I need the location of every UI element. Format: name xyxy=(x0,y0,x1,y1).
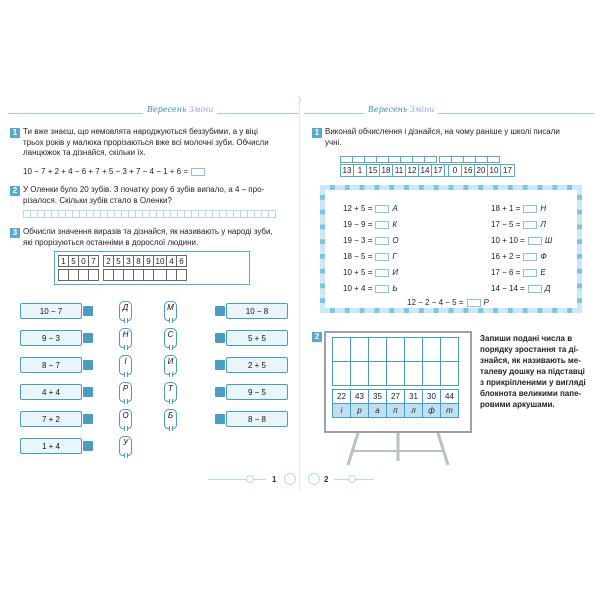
answer-box[interactable] xyxy=(375,269,389,277)
expression: 19 − 9 = К xyxy=(343,220,398,229)
decor-bubble xyxy=(348,475,356,483)
expression: 10 + 5 = И xyxy=(343,268,399,277)
letter-cell: ф xyxy=(422,403,441,418)
answer-box[interactable] xyxy=(528,237,542,245)
page-number: 1 xyxy=(272,475,277,484)
code-cell: 12 xyxy=(406,165,419,176)
code-cell: 5 xyxy=(113,255,124,267)
answer-row[interactable] xyxy=(23,210,275,218)
tube-cap-icon xyxy=(83,414,93,424)
code-cell: 7 xyxy=(88,255,99,267)
answer-cell[interactable] xyxy=(386,337,405,362)
code-cell: 6 xyxy=(176,255,187,267)
toothpaste-tube: 7 + 2 xyxy=(20,409,94,429)
answer-box[interactable] xyxy=(375,253,389,261)
answer-cell[interactable] xyxy=(404,361,423,386)
tube-cap-icon xyxy=(215,414,225,424)
header-title: Вересень Зміни xyxy=(143,105,217,114)
tube-cap-icon xyxy=(215,360,225,370)
letter-cell: а xyxy=(368,403,387,418)
expression: 18 − 5 = Г xyxy=(343,252,397,261)
decor-bubble xyxy=(308,473,320,485)
expression: 19 − 3 = О xyxy=(343,236,399,245)
code-table xyxy=(340,164,515,177)
toothpaste-tube: 10 − 8 xyxy=(214,301,288,321)
answer-cell[interactable] xyxy=(350,361,369,386)
answer-box[interactable] xyxy=(375,285,389,293)
expression: 17 − 6 = Е xyxy=(491,268,546,277)
letter-cell: і xyxy=(332,403,351,418)
task-text: Виконай обчислення і дізнайся, на чому раніше у школі писали учні. xyxy=(325,127,560,147)
tube-cap-icon xyxy=(215,387,225,397)
tooth-icon: Д xyxy=(119,301,132,321)
code-cell: 0 xyxy=(449,165,462,176)
page-divider xyxy=(299,100,300,490)
number-cell: 22 xyxy=(332,389,351,404)
page-number: 2 xyxy=(324,475,329,484)
code-cell: 14 xyxy=(419,165,432,176)
number-cell: 27 xyxy=(386,389,405,404)
answer-box[interactable] xyxy=(528,285,542,293)
toothpaste-tube: 5 + 5 xyxy=(214,328,288,348)
code-cell: 17 xyxy=(432,165,445,176)
code-cell: 3 xyxy=(123,255,134,267)
answer-box[interactable] xyxy=(523,253,537,261)
toothpaste-tube: 4 + 4 xyxy=(20,382,94,402)
answer-cell[interactable] xyxy=(368,337,387,362)
tooth-icon: Б xyxy=(164,409,177,429)
code-cell: 5 xyxy=(68,255,79,267)
expression: 18 + 1 = Н xyxy=(491,204,547,213)
expression: 12 + 5 = А xyxy=(343,204,398,213)
code-cell: 10 xyxy=(153,255,167,267)
answer-box[interactable] xyxy=(375,237,389,245)
answer-cell[interactable] xyxy=(368,361,387,386)
expression: 17 − 5 = Л xyxy=(491,220,546,229)
expression: 10 + 4 = Ь xyxy=(343,284,398,293)
answer-cell[interactable] xyxy=(350,337,369,362)
task-number: 1 xyxy=(312,128,322,138)
answer-cell[interactable] xyxy=(440,337,459,362)
header-line xyxy=(304,113,594,114)
flipchart-stand-icon xyxy=(328,433,468,467)
right-page xyxy=(304,95,594,495)
page-header xyxy=(304,105,594,121)
answer-box[interactable] xyxy=(191,168,205,176)
toothpaste-tube: 1 + 4 xyxy=(20,436,94,456)
letter-cell: л xyxy=(404,403,423,418)
letter-cell: р xyxy=(350,403,369,418)
expressions-frame xyxy=(320,185,582,313)
code-cell: 18 xyxy=(380,165,393,176)
toothpaste-tube: 9 − 3 xyxy=(20,328,94,348)
code-cell: 13 xyxy=(341,165,354,176)
code-cell: 17 xyxy=(501,165,514,176)
answer-cell[interactable] xyxy=(440,361,459,386)
answer-box[interactable] xyxy=(523,205,537,213)
tube-cap-icon xyxy=(215,333,225,343)
tube-cap-icon xyxy=(83,441,93,451)
task-text: Обчисли значення виразів та дізнайся, як називають у народі зуби, які прорізуються останніми в дорослої людини. xyxy=(23,227,273,247)
code-cell: 0 xyxy=(78,255,89,267)
tube-cap-icon xyxy=(215,306,225,316)
decor-bubble xyxy=(284,473,296,485)
toothpaste-tube: 10 − 7 xyxy=(20,301,94,321)
number-cell: 35 xyxy=(368,389,387,404)
code-numbers xyxy=(58,255,186,267)
tooth-icon: І xyxy=(119,355,132,375)
expression: 12 − 2 − 4 − 5 = Р xyxy=(407,298,489,307)
code-answer-row[interactable] xyxy=(340,156,499,163)
task-text: У Оленки було 20 зубів. З початку року 6 зубів випало, а 4 – про- різалося. Скільки зубів стало в Оленки? xyxy=(23,185,265,205)
code-cell: 9 xyxy=(143,255,154,267)
task-number: 3 xyxy=(10,228,20,238)
letter-cell: т xyxy=(440,403,459,418)
tooth-icon: Р xyxy=(119,382,132,402)
code-cell: 8 xyxy=(133,255,144,267)
answer-cell[interactable] xyxy=(422,337,441,362)
answer-box[interactable] xyxy=(467,299,481,307)
code-cell: 10 xyxy=(488,165,501,176)
tooth-icon: Н xyxy=(119,328,132,348)
answer-cell[interactable] xyxy=(386,361,405,386)
tooth-icon: С xyxy=(164,328,177,348)
code-cell: 1 xyxy=(354,165,367,176)
task-number: 1 xyxy=(10,128,20,138)
tooth-icon: М xyxy=(164,301,177,321)
code-cell: 20 xyxy=(475,165,488,176)
decor-bubble xyxy=(246,475,254,483)
answer-box[interactable] xyxy=(523,221,537,229)
toothpaste-tube: 2 + 5 xyxy=(214,355,288,375)
toothpaste-tube: 8 − 8 xyxy=(214,409,288,429)
tube-cap-icon xyxy=(83,333,93,343)
answer-box[interactable] xyxy=(523,269,537,277)
answer-box[interactable] xyxy=(375,221,389,229)
code-cell: 1 xyxy=(58,255,69,267)
tooth-icon: У xyxy=(119,436,132,456)
tube-cap-icon xyxy=(83,387,93,397)
page-header xyxy=(8,105,298,121)
expression: 10 + 10 = Ш xyxy=(491,236,553,245)
code-answers[interactable] xyxy=(58,269,186,281)
toothpaste-tube: 9 − 5 xyxy=(214,382,288,402)
answer-cell[interactable] xyxy=(332,337,351,362)
answer-cell[interactable] xyxy=(404,337,423,362)
answer-cell[interactable] xyxy=(422,361,441,386)
code-cell: 11 xyxy=(393,165,406,176)
flipchart-board xyxy=(324,331,472,433)
answer-cell[interactable] xyxy=(332,361,351,386)
task-text: Запиши подані числа в порядку зростання та ді- знайся, як називають ме- талеву дошку на підставці з прикріпленими у вигляді блокнота великими папе- ровими аркушами. xyxy=(480,334,586,409)
code-cell: 4 xyxy=(166,255,177,267)
tube-cap-icon xyxy=(83,306,93,316)
task-number: 2 xyxy=(312,332,322,342)
tooth-icon: Т xyxy=(164,382,177,402)
number-cell: 31 xyxy=(404,389,423,404)
task-text: Ти вже знаєш, що немовлята народжуються беззубими, а у віці трьох років у малюка прорізаються вже всі молочні зуби. Обчисли ланцюжок та дізнайся, скільки їх. xyxy=(23,127,269,157)
footer-line xyxy=(208,479,266,480)
number-cell: 43 xyxy=(350,389,369,404)
chain-expression: 10 − 7 + 2 + 4 − 6 + 7 + 5 − 3 + 7 − 4 − 1 + 6 = xyxy=(23,167,205,178)
number-cell: 30 xyxy=(422,389,441,404)
number-cell: 44 xyxy=(440,389,459,404)
code-cell: 16 xyxy=(462,165,475,176)
header-title: Вересень Зміни xyxy=(364,105,438,114)
expression: 14 − 14 = Д xyxy=(491,284,551,293)
left-page xyxy=(8,95,298,495)
tube-cap-icon xyxy=(83,360,93,370)
tooth-icon: И xyxy=(164,355,177,375)
tooth-icon: О xyxy=(119,409,132,429)
answer-box[interactable] xyxy=(375,205,389,213)
toothpaste-tube: 8 − 7 xyxy=(20,355,94,375)
code-cell: 2 xyxy=(103,255,114,267)
task-number: 2 xyxy=(10,186,20,196)
code-cell: 15 xyxy=(367,165,380,176)
letter-cell: п xyxy=(386,403,405,418)
expression: 16 + 2 = Ф xyxy=(491,252,547,261)
